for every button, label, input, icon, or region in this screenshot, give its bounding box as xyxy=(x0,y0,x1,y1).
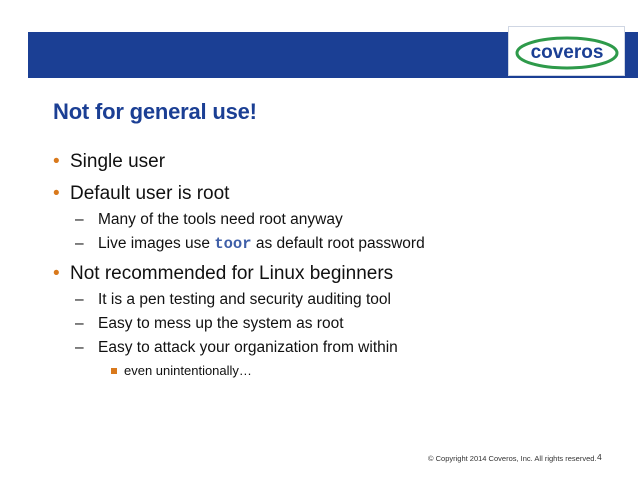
copyright-footer: © Copyright 2014 Coveros, Inc. All rights reserved. xyxy=(428,454,597,463)
code-snippet: toor xyxy=(214,235,252,253)
bullet-text: Default user is root xyxy=(70,183,230,204)
bullet-item xyxy=(53,180,613,208)
bullet-dot-icon: • xyxy=(53,263,60,284)
dash-icon: – xyxy=(75,339,84,356)
sub-bullet-item xyxy=(53,336,613,360)
sub-bullet-text-suffix: as default root password xyxy=(251,235,425,252)
bullet-dot-icon: • xyxy=(53,183,60,204)
sub-bullet-item xyxy=(53,288,613,312)
dash-icon: – xyxy=(75,315,84,332)
dash-icon: – xyxy=(75,291,84,308)
sub-bullet-item xyxy=(53,208,613,232)
sub-bullet-group xyxy=(53,288,613,382)
bullet-text: Not recommended for Linux beginners xyxy=(70,263,394,284)
sub-sub-bullet-text: even unintentionally… xyxy=(124,363,252,378)
sub-bullet-text: It is a pen testing and security auditing tool xyxy=(98,291,391,308)
bullet-text: Single user xyxy=(70,151,166,172)
bullet-item xyxy=(53,260,613,288)
bullet-item xyxy=(53,148,613,176)
square-bullet-icon xyxy=(111,368,117,374)
sub-bullet-list xyxy=(53,208,613,256)
bullet-dot-icon: • xyxy=(53,151,60,172)
page-number: 4 xyxy=(597,452,602,462)
dash-icon: – xyxy=(75,211,84,228)
sub-bullet-text-prefix: Live images use xyxy=(98,235,215,252)
bullet-list xyxy=(53,148,613,382)
sub-sub-bullet-item xyxy=(53,360,613,382)
sub-bullet-text: Many of the tools need root anyway xyxy=(98,211,343,228)
sub-bullet-item xyxy=(53,232,613,256)
sub-bullet-text: Easy to mess up the system as root xyxy=(98,315,344,332)
slide-title: Not for general use! xyxy=(53,99,257,124)
sub-bullet-text: Easy to attack your organization from within xyxy=(98,339,398,356)
coveros-logo xyxy=(508,26,625,76)
sub-bullet-list xyxy=(53,288,613,382)
dash-icon: – xyxy=(75,235,84,252)
logo-graphic xyxy=(509,27,626,77)
logo-text: coveros xyxy=(530,42,604,63)
sub-bullet-group xyxy=(53,208,613,256)
sub-bullet-item xyxy=(53,312,613,336)
